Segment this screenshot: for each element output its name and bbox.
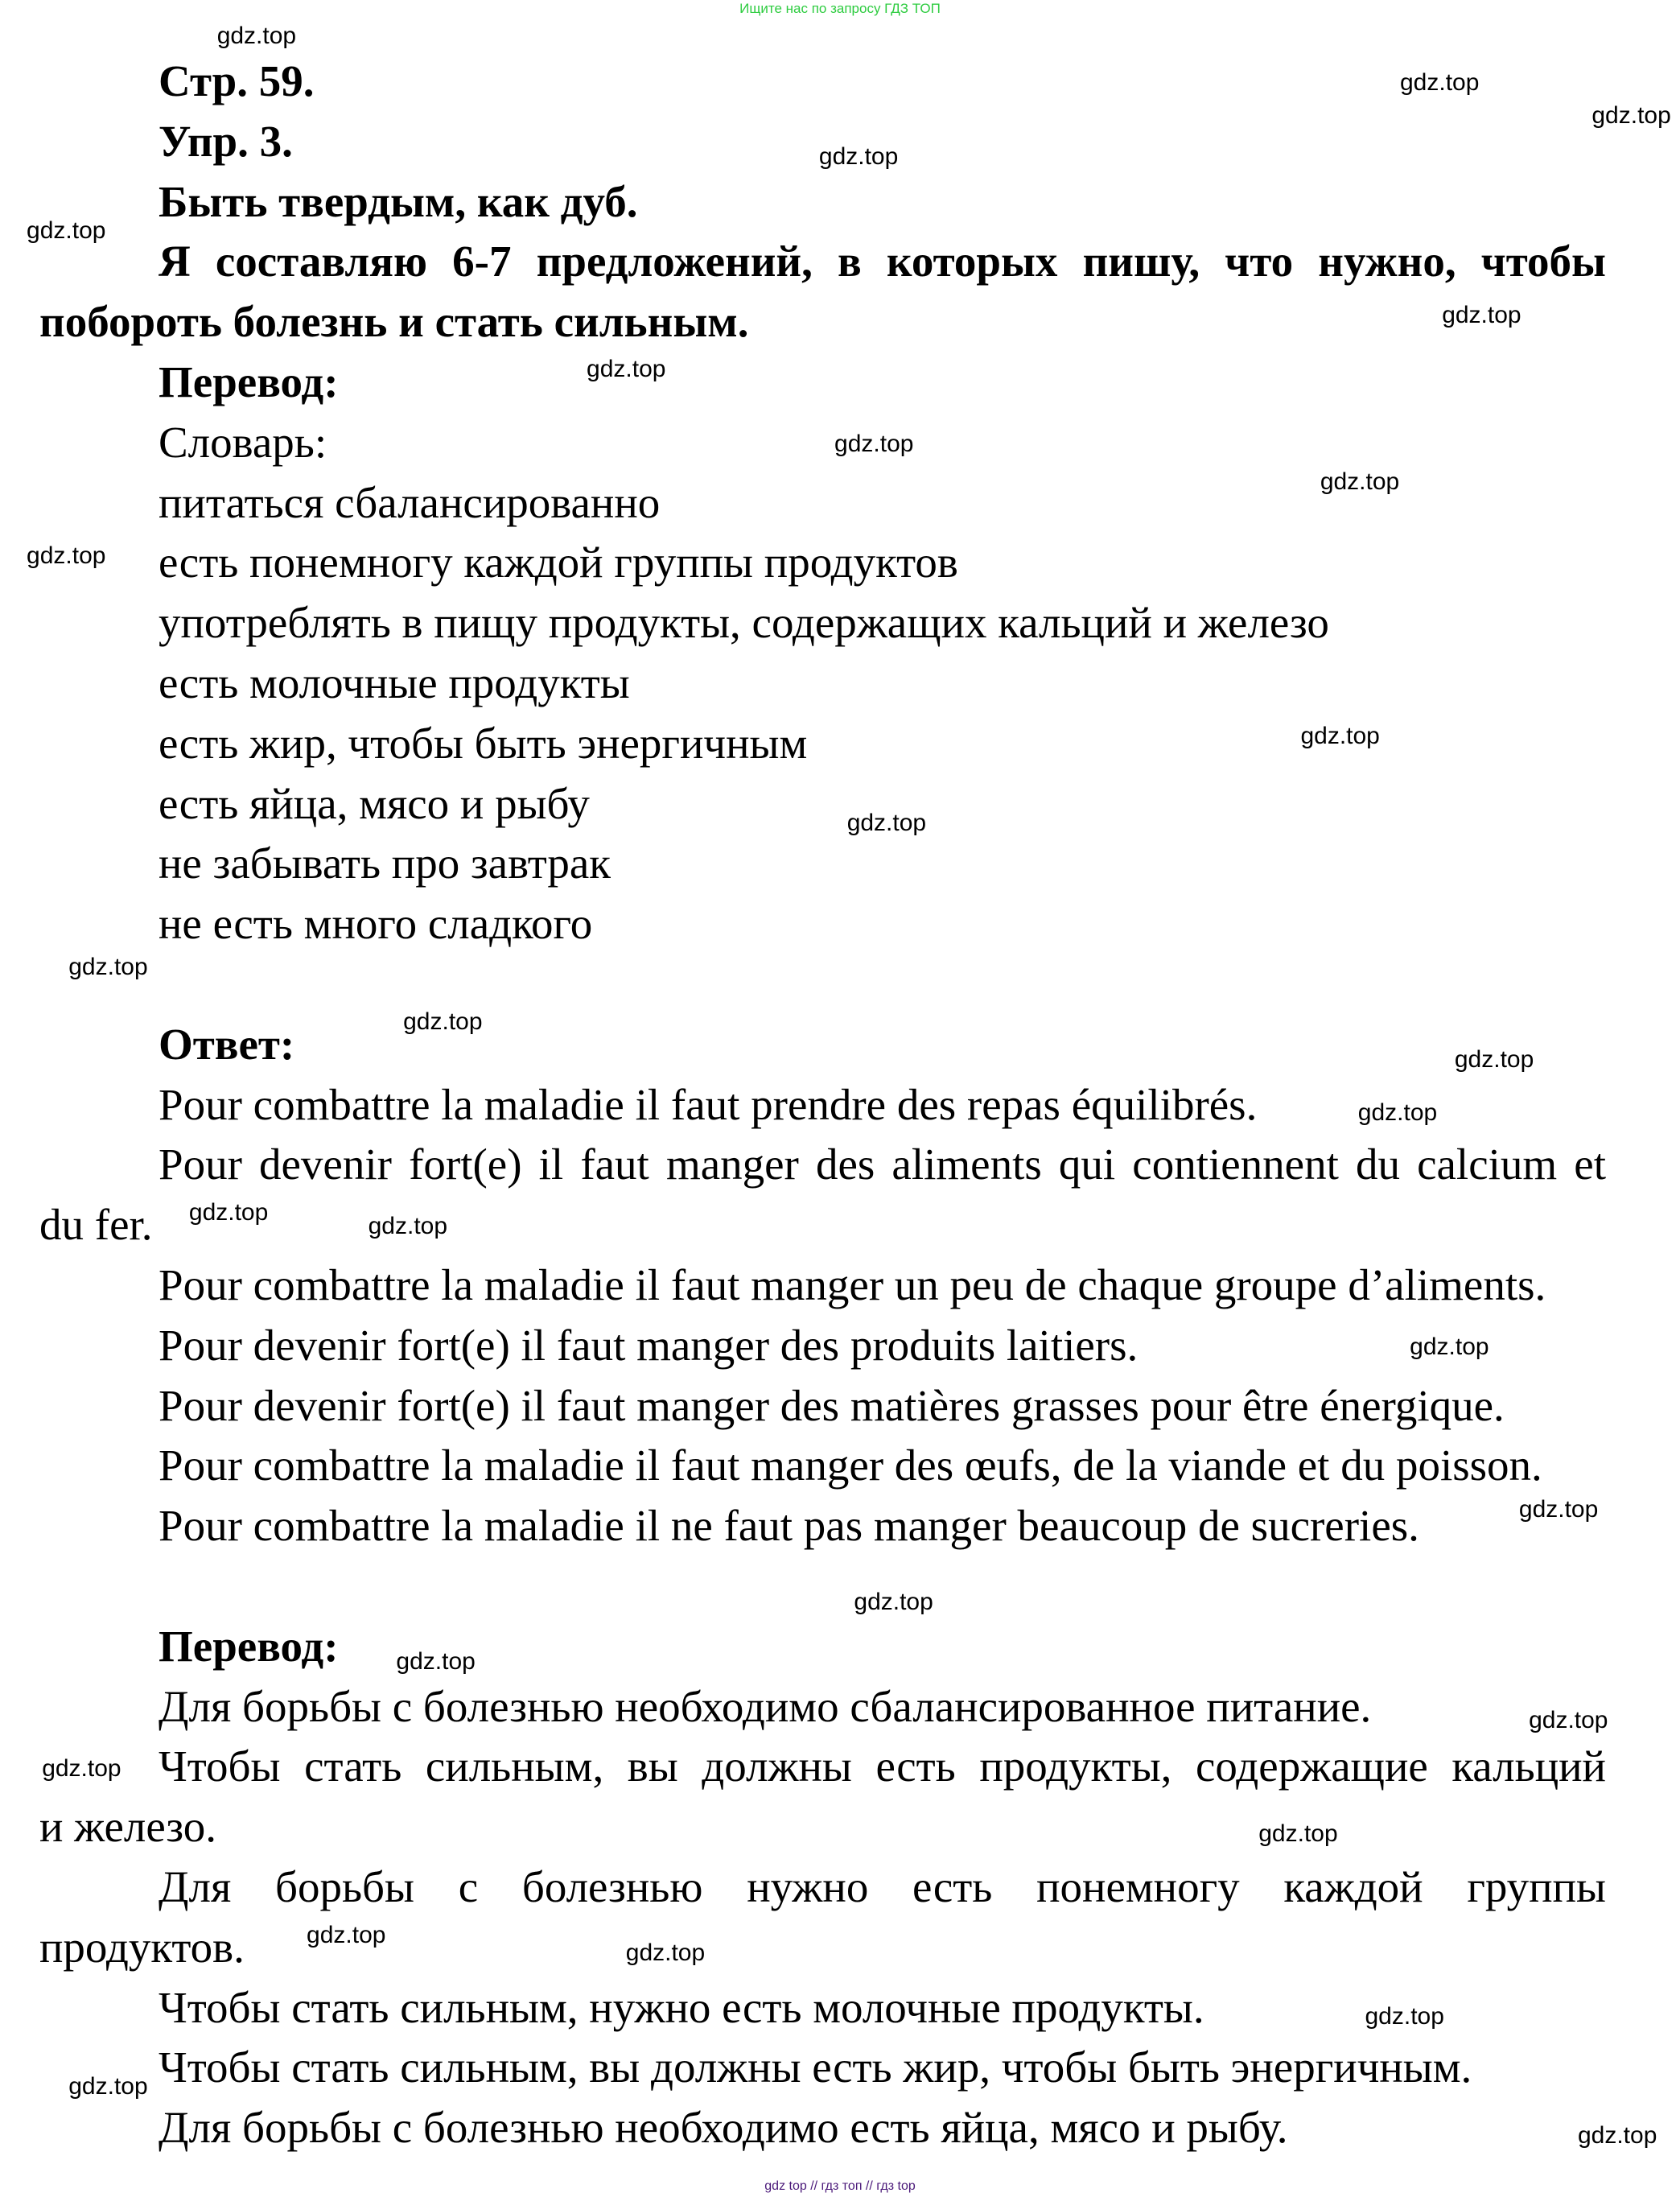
vocab-item: не есть много сладкого [159,899,593,949]
vocab-item: есть молочные продукты [159,657,630,707]
answer-line: Pour devenir fort(e) il faut manger des aliments qui contiennent du calcium et [159,1140,1606,1189]
watermark-text: gdz.top [1454,1046,1534,1074]
answer-line: Pour combattre la maladie il faut manger des œufs, de la viande et du poisson. [159,1441,1542,1490]
watermark-text: gdz.top [68,954,148,981]
vocab-item: есть яйца, мясо и рыбу [159,778,590,828]
translation-line: Для борьбы с болезнью необходимо есть яйца, мясо и рыбу. [159,2103,1288,2153]
task-text-line: побороть болезнь и стать сильным. [39,297,749,347]
exercise-number: Упр. 3. [159,116,293,166]
vocab-item: есть жир, чтобы быть энергичным [159,718,808,768]
watermark-text: gdz.top [587,356,666,383]
watermark-text: gdz.top [846,810,927,837]
watermark-text: gdz.top [188,1198,269,1226]
watermark-text: gdz.top [307,1921,386,1948]
watermark-text: gdz.top [396,1648,476,1676]
watermark-text: gdz.top [1365,2002,1444,2030]
spacer [0,954,1680,1015]
translation-line: Чтобы стать сильным, вы должны есть продукты, содержащие кальций [159,1742,1606,1791]
spacer [0,1556,1680,1617]
watermark-text: gdz.top [42,1754,121,1782]
watermark-text: gdz.top [368,1213,448,1240]
task-text-line: Я составляю 6-7 предложений, в которых пишу, что нужно, чтобы [159,237,1606,286]
footer-watermark: gdz top // гдз топ // гдз top [764,2179,916,2193]
translation-heading: Перевод: [159,1621,339,1671]
watermark-text: gdz.top [818,142,899,170]
watermark-text: gdz.top [1591,102,1671,130]
vocab-item: не забывать про завтрак [159,839,611,888]
watermark-text: gdz.top [1442,301,1521,328]
translation-line: и железо. [39,1802,217,1852]
vocab-item: употреблять в пищу продукты, содержащих кальций и железо [159,598,1329,648]
watermark-text: gdz.top [834,430,914,457]
vocab-label: Словарь: [159,417,327,467]
watermark-text: gdz.top [27,217,106,245]
watermark-text: gdz.top [1320,468,1400,495]
vocab-item: есть понемногу каждой группы продуктов [159,538,958,587]
answer-line: Pour devenir fort(e) il faut manger des produits laitiers. [159,1320,1139,1370]
watermark-text: gdz.top [854,1588,933,1615]
watermark-text: gdz.top [216,23,297,50]
answer-heading: Ответ: [159,1019,295,1069]
exercise-title: Быть твердым, как дуб. [159,176,638,226]
watermark-text: gdz.top [1357,1099,1438,1127]
watermark-text: gdz.top [1300,723,1380,750]
watermark-text: gdz.top [27,542,106,569]
translation-line: Чтобы стать сильным, вы должны есть жир, чтобы быть энергичным. [159,2042,1472,2092]
translation-line: Для борьбы с болезнью нужно есть понемногу каждой группы [159,1861,1606,1911]
watermark-text: gdz.top [1577,2121,1657,2149]
search-banner[interactable]: Ищите нас по запросу ГДЗ ТОП [739,1,941,16]
watermark-text: gdz.top [1410,1333,1489,1360]
page-number: Стр. 59. [159,56,315,105]
watermark-text: gdz.top [1400,68,1480,96]
answer-line: Pour combattre la maladie il faut manger un peu de chaque groupe d’aliments. [159,1259,1546,1309]
answer-line: Pour devenir fort(e) il faut manger des matières grasses pour être énergique. [159,1380,1505,1430]
watermark-text: gdz.top [1518,1495,1599,1523]
watermark-text: gdz.top [1529,1707,1608,1734]
translation-line: Для борьбы с болезнью необходимо сбалансированное питание. [159,1681,1372,1731]
watermark-text: gdz.top [1258,1820,1338,1848]
translation-line: Чтобы стать сильным, нужно есть молочные продукты. [159,1982,1204,2032]
watermark-text: gdz.top [625,1939,706,1967]
answer-line: du fer. [39,1200,153,1250]
vocab-item: питаться сбалансированно [159,477,661,527]
translation-line: продуктов. [39,1922,245,1972]
answer-line: Pour combattre la maladie il faut prendre des repas équilibrés. [159,1079,1258,1129]
vocab-heading: Перевод: [159,357,339,406]
answer-line: Pour combattre la maladie il ne faut pas manger beaucoup de sucreries. [159,1501,1419,1551]
watermark-text: gdz.top [68,2072,148,2100]
watermark-text: gdz.top [403,1008,483,1036]
